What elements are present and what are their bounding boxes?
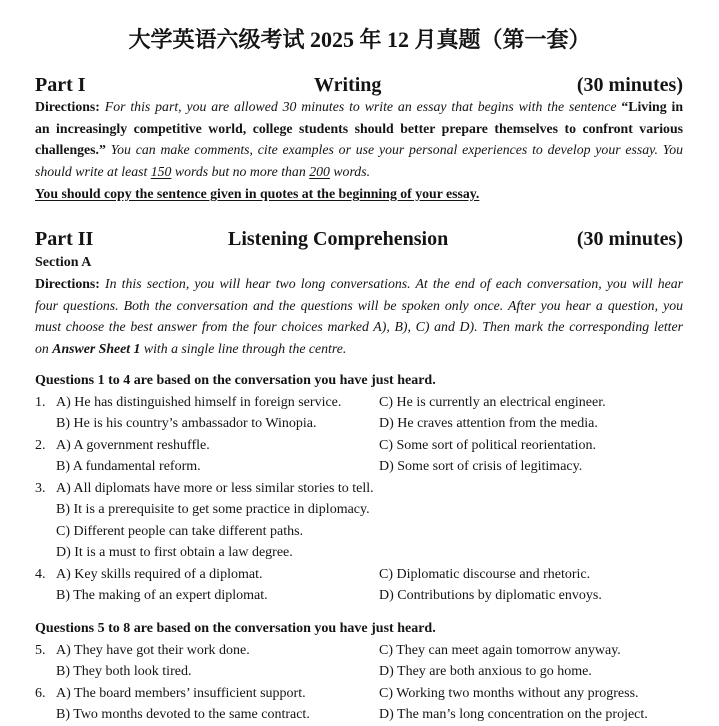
part-time-limit: (30 minutes): [576, 228, 683, 250]
question-number: 3.: [35, 480, 46, 496]
option-b: B) It is a prerequisite to get some practice in diplomacy.: [56, 502, 370, 517]
option-a: A) He has distinguished himself in foreign service.: [56, 394, 342, 410]
question-4-options-row-2: [35, 585, 683, 607]
option-b: B) A fundamental reform.: [56, 459, 201, 474]
question-6-options-row-2: [35, 704, 683, 726]
directions-text: words but no more than: [171, 164, 310, 180]
option-c: C) Some sort of political reorientation.: [379, 437, 596, 453]
question-3-option-d-row: [35, 542, 683, 564]
directions-text: should write at least: [35, 164, 151, 180]
question-3-option-b-row: [35, 499, 683, 521]
option-b: B) Two months devoted to the same contract.: [56, 707, 310, 722]
prompt-sentence: challenges.”: [35, 142, 106, 158]
part-2-header: [35, 226, 683, 252]
part-time-limit: (30 minutes): [576, 74, 683, 96]
option-d: D) He craves attention from the media.: [379, 416, 598, 431]
directions-text: must choose the best answer from the four choices marked A), B), C) and D). Then mark the corresponding letter: [35, 319, 683, 335]
directions-label: Directions:: [35, 276, 100, 291]
option-d: D) They are both anxious to go home.: [379, 664, 592, 679]
option-d: D) The man’s long concentration on the project.: [379, 707, 648, 722]
listening-directions: [35, 273, 683, 360]
directions-text: In this section, you will hear two long conversations. At the end of each conversation, you will hear: [99, 276, 683, 291]
question-1: [35, 392, 683, 414]
directions-line: [35, 273, 683, 295]
answer-sheet-reference: Answer Sheet 1: [52, 341, 141, 357]
question-number: 4.: [35, 566, 46, 582]
question-4: [35, 564, 683, 586]
directions-line: [35, 139, 683, 161]
question-number: 5.: [35, 642, 46, 658]
question-group-heading: Questions 1 to 4 are based on the conversation you have just heard.: [35, 373, 436, 388]
question-2: [35, 435, 683, 457]
option-a: A) Key skills required of a diplomat.: [56, 566, 263, 582]
directions-text: with a single line through the centre.: [140, 341, 347, 357]
directions-label: Directions:: [35, 99, 100, 114]
directions-line: [35, 316, 683, 338]
option-d: D) Some sort of crisis of legitimacy.: [379, 459, 583, 474]
question-6: [35, 683, 683, 705]
question-group-1: [35, 370, 683, 607]
writing-directions: [35, 96, 683, 205]
directions-line: [35, 118, 683, 140]
part-label: Part I: [35, 74, 86, 96]
part-label: Part II: [35, 228, 94, 250]
question-group-2: [35, 618, 683, 726]
directions-text: four questions. Both the conversation and the questions will be spoken only once. After you hear a question, you: [35, 297, 683, 313]
directions-line: [35, 161, 683, 183]
option-a: A) All diplomats have more or less similar stories to tell.: [56, 480, 374, 496]
min-word-count: 150: [150, 164, 172, 180]
option-b: B) The making of an expert diplomat.: [56, 588, 268, 603]
max-word-count: 200: [309, 164, 330, 180]
question-3-option-c-row: [35, 521, 683, 543]
option-b: B) They both look tired.: [56, 664, 192, 679]
copy-sentence-note: You should copy the sentence given in quotes at the beginning of your essay.: [35, 185, 480, 201]
option-a: A) The board members’ insufficient support.: [56, 685, 306, 701]
part-name: Writing: [314, 74, 382, 96]
prompt-sentence: an increasingly competitive world, college students should better prepare themselves to confront various: [35, 120, 683, 136]
question-number: 2.: [35, 437, 46, 453]
directions-text: words.: [329, 164, 371, 180]
question-5-options-row-2: [35, 661, 683, 683]
directions-line: [35, 295, 683, 317]
question-number: 1.: [35, 394, 46, 410]
option-a: A) A government reshuffle.: [56, 437, 210, 453]
option-c: C) He is currently an electrical engineer.: [379, 394, 606, 410]
option-c: C) Working two months without any progress.: [379, 685, 639, 701]
question-5: [35, 640, 683, 662]
question-group-heading: Questions 5 to 8 are based on the conversation you have just heard.: [35, 621, 436, 636]
option-c: C) Diplomatic discourse and rhetoric.: [379, 566, 591, 582]
option-d: D) Contributions by diplomatic envoys.: [379, 588, 602, 603]
directions-text: on: [35, 341, 53, 357]
part-name: Listening Comprehension: [228, 228, 449, 250]
question-number: 6.: [35, 685, 46, 701]
directions-text: For this part, you are allowed 30 minutes to write an essay that begins with the sentence: [99, 99, 622, 114]
option-a: A) They have got their work done.: [56, 642, 250, 658]
directions-text: You can make comments, cite examples or use your personal experiences to develop your essay. You: [105, 142, 683, 158]
part-1-header: [35, 72, 683, 98]
exam-title: 大学英语六级考试 2025 年 12 月真题（第一套）: [128, 27, 591, 52]
question-1-options-row-2: [35, 413, 683, 435]
question-2-options-row-2: [35, 456, 683, 478]
prompt-sentence: “Living in: [621, 99, 683, 114]
section-title: Section A: [35, 255, 92, 270]
question-3: [35, 478, 683, 500]
option-b: B) He is his country’s ambassador to Winopia.: [56, 416, 317, 431]
option-c: C) They can meet again tomorrow anyway.: [379, 642, 621, 658]
option-c: C) Different people can take different paths.: [56, 523, 304, 539]
option-d: D) It is a must to first obtain a law degree.: [56, 545, 293, 560]
directions-line: [35, 96, 683, 118]
directions-line: [35, 338, 683, 360]
